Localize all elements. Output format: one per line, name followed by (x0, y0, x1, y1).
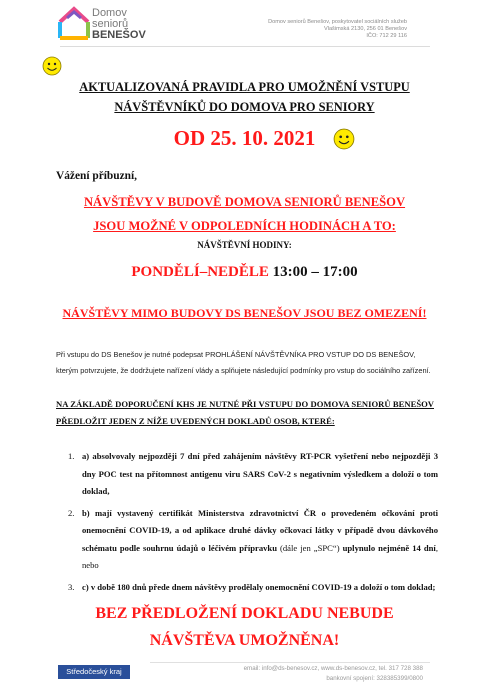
warning-line-2: NÁVŠTĚVA UMOŽNĚNA! (149, 632, 340, 649)
contact-line-2: bankovní spojení: 328385399/0800 (326, 675, 423, 682)
logo-text (92, 8, 146, 41)
list-item-text: a) absolvovaly nejpozději 7 dní před zahájením návštěvy RT-PCR vyšetření nebo nejpozději 3 dny POC test na přítomnost antigenu viru SARS CoV-2 s negativním výsledkem a doloží o tom doklad, (82, 451, 438, 496)
list-item-text: b) mají vystavený certifikát Ministerstva zdravotnictví ČR o provedeném očkování proti onemocnění COVID-19, a od aplikace druhé dávky očkovací látky v případě dvou dávkového schématu podle souhrnu údajů o léčivém přípravku (82, 507, 438, 553)
outside-visits-notice: NÁVŠTĚVY MIMO BUDOVY DS BENEŠOV JSOU BEZ OMEZENÍ! (62, 306, 427, 320)
visits-line-1: NÁVŠTĚVY V BUDOVĚ DOMOVA SENIORŮ BENEŠOV (83, 195, 406, 209)
logo-line-2: seniorů (92, 18, 129, 30)
requirements-list (56, 448, 438, 600)
org-line-3: IČO: 712 29 116 (366, 33, 407, 39)
list-item (56, 579, 438, 597)
house-logo-icon (58, 6, 90, 40)
title-line-2: NÁVŠTĚVNÍKŮ DO DOMOVA PRO SENIORY (114, 100, 375, 114)
khs-requirement: NA ZÁKLADĚ DOPORUČENÍ KHS JE NUTNÉ PŘI VSTUPU DO DOMOVA SENIORŮ BENEŠOV PŘEDLOŽIT JEDEN Z NÍŽE UVEDENÝCH DOKLADŮ OSOB, KTERÉ: (56, 399, 434, 426)
smiley-icon (42, 56, 62, 76)
list-item-text-normal: (dále jen „SPC“) (276, 542, 340, 553)
warning-line-1: BEZ PŘEDLOŽENÍ DOKLADU NEBUDE (95, 605, 394, 622)
footer-divider (150, 662, 430, 663)
list-item-text-normal-2: , nebo (82, 542, 438, 570)
list-item (56, 448, 438, 501)
list-item-text: c) v době 180 dnů přede dnem návštěvy prodělaly onemocnění COVID-19 a doloží o tom doklad; (82, 581, 436, 592)
list-number: 3. (68, 581, 75, 592)
title-line-1: AKTUALIZOVANÁ PRAVIDLA PRO UMOŽNĚNÍ VSTUPU (79, 80, 410, 94)
visiting-hours (0, 264, 489, 281)
effective-date: OD 25. 10. 2021 (173, 126, 316, 150)
header-divider (60, 46, 430, 47)
visiting-hours-label: NÁVŠTĚVNÍ HODINY: (197, 240, 292, 250)
logo-line-1: Domov (92, 7, 127, 19)
hours-time: 13:00 – 17:00 (268, 264, 358, 280)
list-item-text-bold: uplynulo nejméně 14 dní (339, 542, 436, 553)
logo-line-3: BENEŠOV (92, 29, 146, 41)
list-item (56, 505, 438, 575)
org-line-1: Domov seniorů Benešov, poskytovatel sociálních služeb (268, 19, 407, 25)
footer-contact (244, 664, 423, 684)
organization-address (268, 19, 407, 40)
region-badge: Středočeský kraj (58, 665, 130, 679)
contact-line-1: email: info@ds-benesov.cz, www.ds-benesov.cz, tel. 317 728 388 (243, 665, 423, 672)
smiley-icon (333, 128, 355, 150)
visits-line-2: JSOU MOŽNÉ V ODPOLEDNÍCH HODINÁCH A TO: (93, 219, 396, 233)
org-line-2: Vlašimská 2130, 256 01 Benešov (323, 26, 407, 32)
greeting: Vážení příbuzní, (56, 170, 138, 182)
declaration-paragraph: Při vstupu do DS Benešov je nutné podepsat PROHLÁŠENÍ NÁVŠTĚVNÍKA PRO VSTUP DO DS BENEŠOV, kterým potvrzujete, že dodržujete nařízení vlády a splňujete následující podmínky pro vstup do sociálního zařízení. (56, 350, 431, 375)
list-number: 2. (68, 507, 75, 518)
hours-days: PONDĚLÍ–NEDĚLE (131, 264, 269, 280)
list-number: 1. (68, 451, 75, 461)
